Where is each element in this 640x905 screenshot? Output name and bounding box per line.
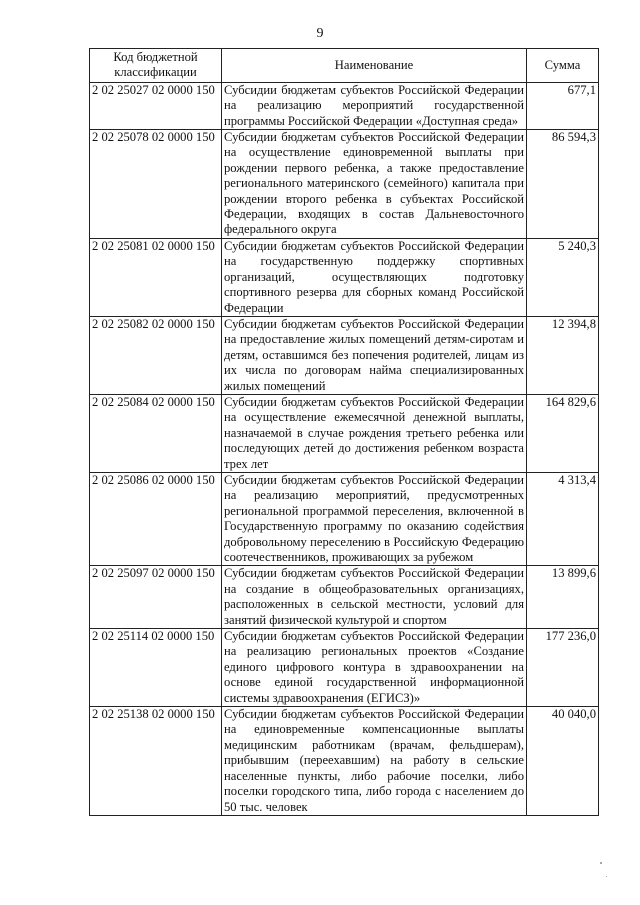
- row-sum: 40 040,0: [527, 707, 599, 816]
- row-code: 2 02 25086 02 0000 150: [90, 472, 222, 565]
- table-row: [90, 629, 599, 707]
- row-name: Субсидии бюджетам субъектов Российской Федерации на реализацию мероприятий государственной программы Российской Федерации «Доступная среда»: [222, 82, 527, 129]
- row-name: Субсидии бюджетам субъектов Российской Федерации на единовременные компенсационные выплаты медицинским работникам (врачам, фельдшерам), прибывшим (переехавшим) на работу в сельские населенные пункты, либо рабочие поселки, либо поселки городского типа, либо города с населением до 50 тыс. человек: [222, 707, 527, 816]
- table-row: [90, 238, 599, 316]
- header-sum: Сумма: [527, 49, 599, 83]
- row-sum: 177 236,0: [527, 629, 599, 707]
- row-code: 2 02 25114 02 0000 150: [90, 629, 222, 707]
- page-number: 9: [316, 26, 324, 41]
- table-row: [90, 82, 599, 129]
- row-sum: 12 394,8: [527, 316, 599, 394]
- row-name: Субсидии бюджетам субъектов Российской Федерации на реализацию региональных проектов «Создание единого цифрового контура в здравоохранении на основе единой государственной информационной системы здравоохранения (ЕГИСЗ)»: [222, 629, 527, 707]
- scan-speck: [606, 876, 607, 877]
- row-sum: 86 594,3: [527, 130, 599, 239]
- row-code: 2 02 25097 02 0000 150: [90, 566, 222, 629]
- row-code: 2 02 25084 02 0000 150: [90, 394, 222, 472]
- row-sum: 677,1: [527, 82, 599, 129]
- row-name: Субсидии бюджетам субъектов Российской Федерации на осуществление ежемесячной денежной выплаты, назначаемой в случае рождения третьего ребенка или последующих детей до достижения ребенком возраста трех лет: [222, 394, 527, 472]
- row-sum: 4 313,4: [527, 472, 599, 565]
- row-code: 2 02 25082 02 0000 150: [90, 316, 222, 394]
- row-sum: 164 829,6: [527, 394, 599, 472]
- row-code: 2 02 25027 02 0000 150: [90, 82, 222, 129]
- row-name: Субсидии бюджетам субъектов Российской Федерации на осуществление единовременной выплаты при рождении первого ребенка, а также предоставление регионального материнского (семейного) капитала при рождении второго ребенка в субъектах Российской Федерации, входящих в состав Дальневосточного федерального округа: [222, 130, 527, 239]
- row-code: 2 02 25138 02 0000 150: [90, 707, 222, 816]
- row-name: Субсидии бюджетам субъектов Российской Федерации на реализацию мероприятий, предусмотренных региональной программой переселения, включенной в Государственную программу по оказанию содействия добровольному переселению в Российскую Федерацию соотечественников, проживающих за рубежом: [222, 472, 527, 565]
- table-row: [90, 707, 599, 816]
- table-row: [90, 394, 599, 472]
- row-name: Субсидии бюджетам субъектов Российской Федерации на предоставление жилых помещений детям-сиротам и детям, оставшимся без попечения родителей, лицам из их числа по договорам найма специализированных жилых помещений: [222, 316, 527, 394]
- budget-table: [89, 48, 599, 816]
- table-row: [90, 130, 599, 239]
- table-header-row: [90, 49, 599, 83]
- row-code: 2 02 25078 02 0000 150: [90, 130, 222, 239]
- table-row: [90, 316, 599, 394]
- table-row: [90, 472, 599, 565]
- row-sum: 5 240,3: [527, 238, 599, 316]
- row-sum: 13 899,6: [527, 566, 599, 629]
- header-name: Наименование: [222, 49, 527, 83]
- scan-speck: [600, 862, 602, 864]
- row-code: 2 02 25081 02 0000 150: [90, 238, 222, 316]
- row-name: Субсидии бюджетам субъектов Российской Федерации на государственную поддержку спортивных организаций, осуществляющих подготовку спортивного резерва для сборных команд Российской Федерации: [222, 238, 527, 316]
- header-code: Код бюджетной классификации: [90, 49, 222, 83]
- table-row: [90, 566, 599, 629]
- row-name: Субсидии бюджетам субъектов Российской Федерации на создание в общеобразовательных организациях, расположенных в сельской местности, условий для занятий физической культурой и спортом: [222, 566, 527, 629]
